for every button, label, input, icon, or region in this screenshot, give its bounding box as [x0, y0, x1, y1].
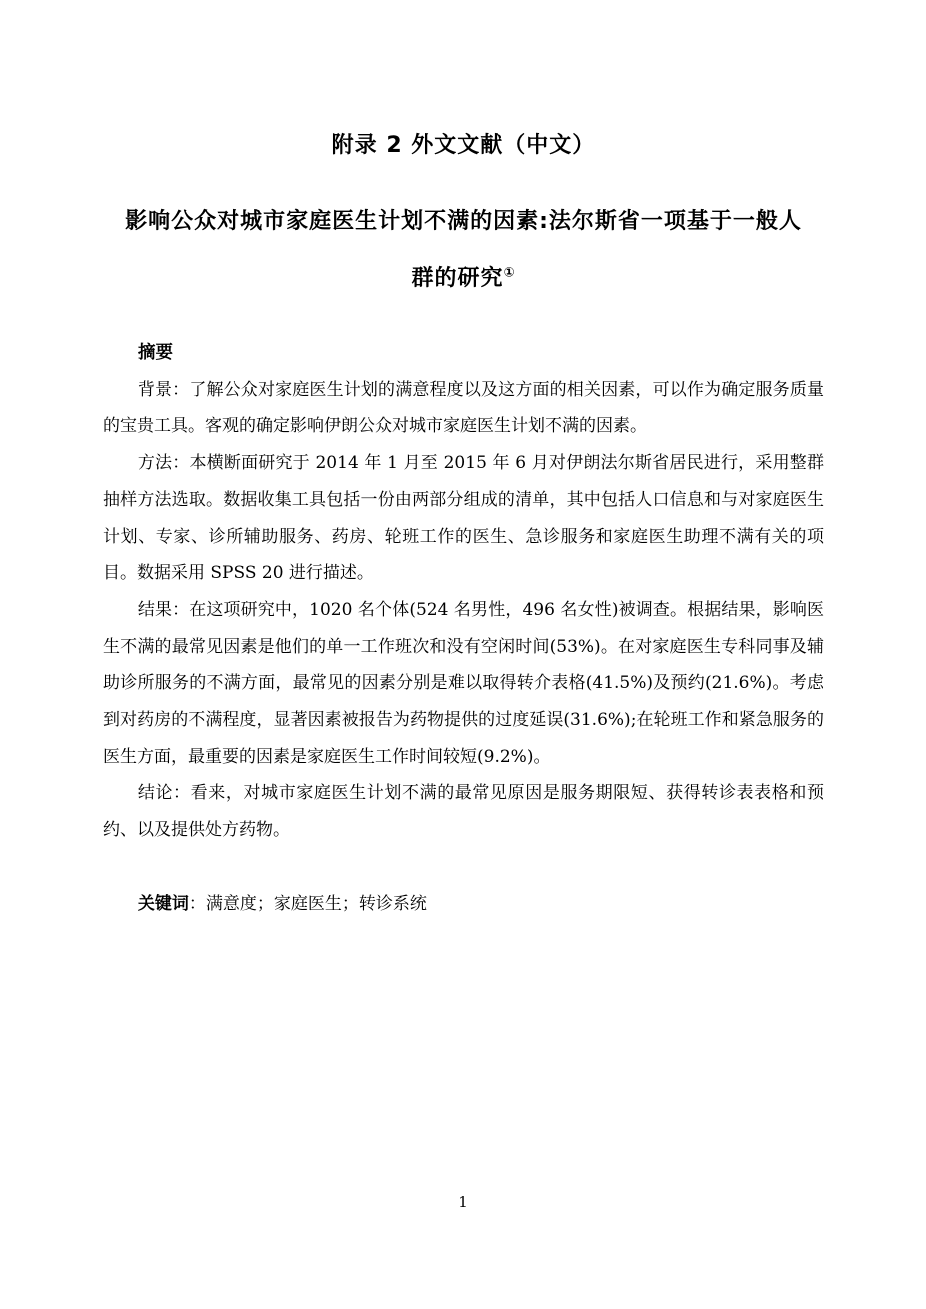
- paragraph-background: 背景：了解公众对家庭医生计划的满意程度以及这方面的相关因素，可以作为确定服务质量的宝贵工具。客观的确定影响伊朗公众对城市家庭医生计划不满的因素。: [103, 379, 824, 437]
- keywords-line: [103, 886, 824, 923]
- appendix-heading: 附录 2 外文文献（中文）: [331, 133, 596, 158]
- page-number: 1: [458, 1193, 468, 1211]
- title-line-1: 影响公众对城市家庭医生计划不满的因素:法尔斯省一项基于一般人: [125, 209, 802, 234]
- keywords-label: 关键词: [137, 893, 189, 914]
- title-line-2: 群的研究: [411, 266, 504, 291]
- document-title: [103, 193, 824, 307]
- paragraph-conclusion: 结论：看来，对城市家庭医生计划不满的最常见原因是服务期限短、获得转诊表表格和预约、以及提供处方药物。: [103, 783, 824, 841]
- paragraph-methods: 方法：本横断面研究于 2014 年 1 月至 2015 年 6 月对伊朗法尔斯省居民进行，采用整群抽样方法选取。数据收集工具包括一份由两部分组成的清单，其中包括人口信息和与对家庭医生计划、专家、诊所辅助服务、药房、轮班工作的医生、急诊服务和家庭医生助理不满有关的项目。数据采用 SPSS 20 进行描述。: [103, 453, 824, 584]
- keywords-text: ：满意度；家庭医生；转诊系统: [188, 893, 427, 914]
- footnote-mark: ①: [503, 265, 516, 281]
- paragraph-results: 结果：在这项研究中，1020 名个体(524 名男性，496 名女性)被调查。根据结果，影响医生不满的最常见因素是他们的单一工作班次和没有空闲时间(53%)。在对家庭医生专科同事及辅助诊所服务的不满方面，最常见的因素分别是难以取得转介表格(41.5%)及预约(21.6%)。考虑到对药房的不满程度，显著因素被报告为药物提供的过度延误(31.6%);在轮班工作和紧急服务的医生方面，最重要的因素是家庭医生工作时间较短(9.2%)。: [103, 599, 824, 767]
- abstract-label: 摘要: [138, 343, 173, 363]
- abstract-section: [103, 335, 824, 922]
